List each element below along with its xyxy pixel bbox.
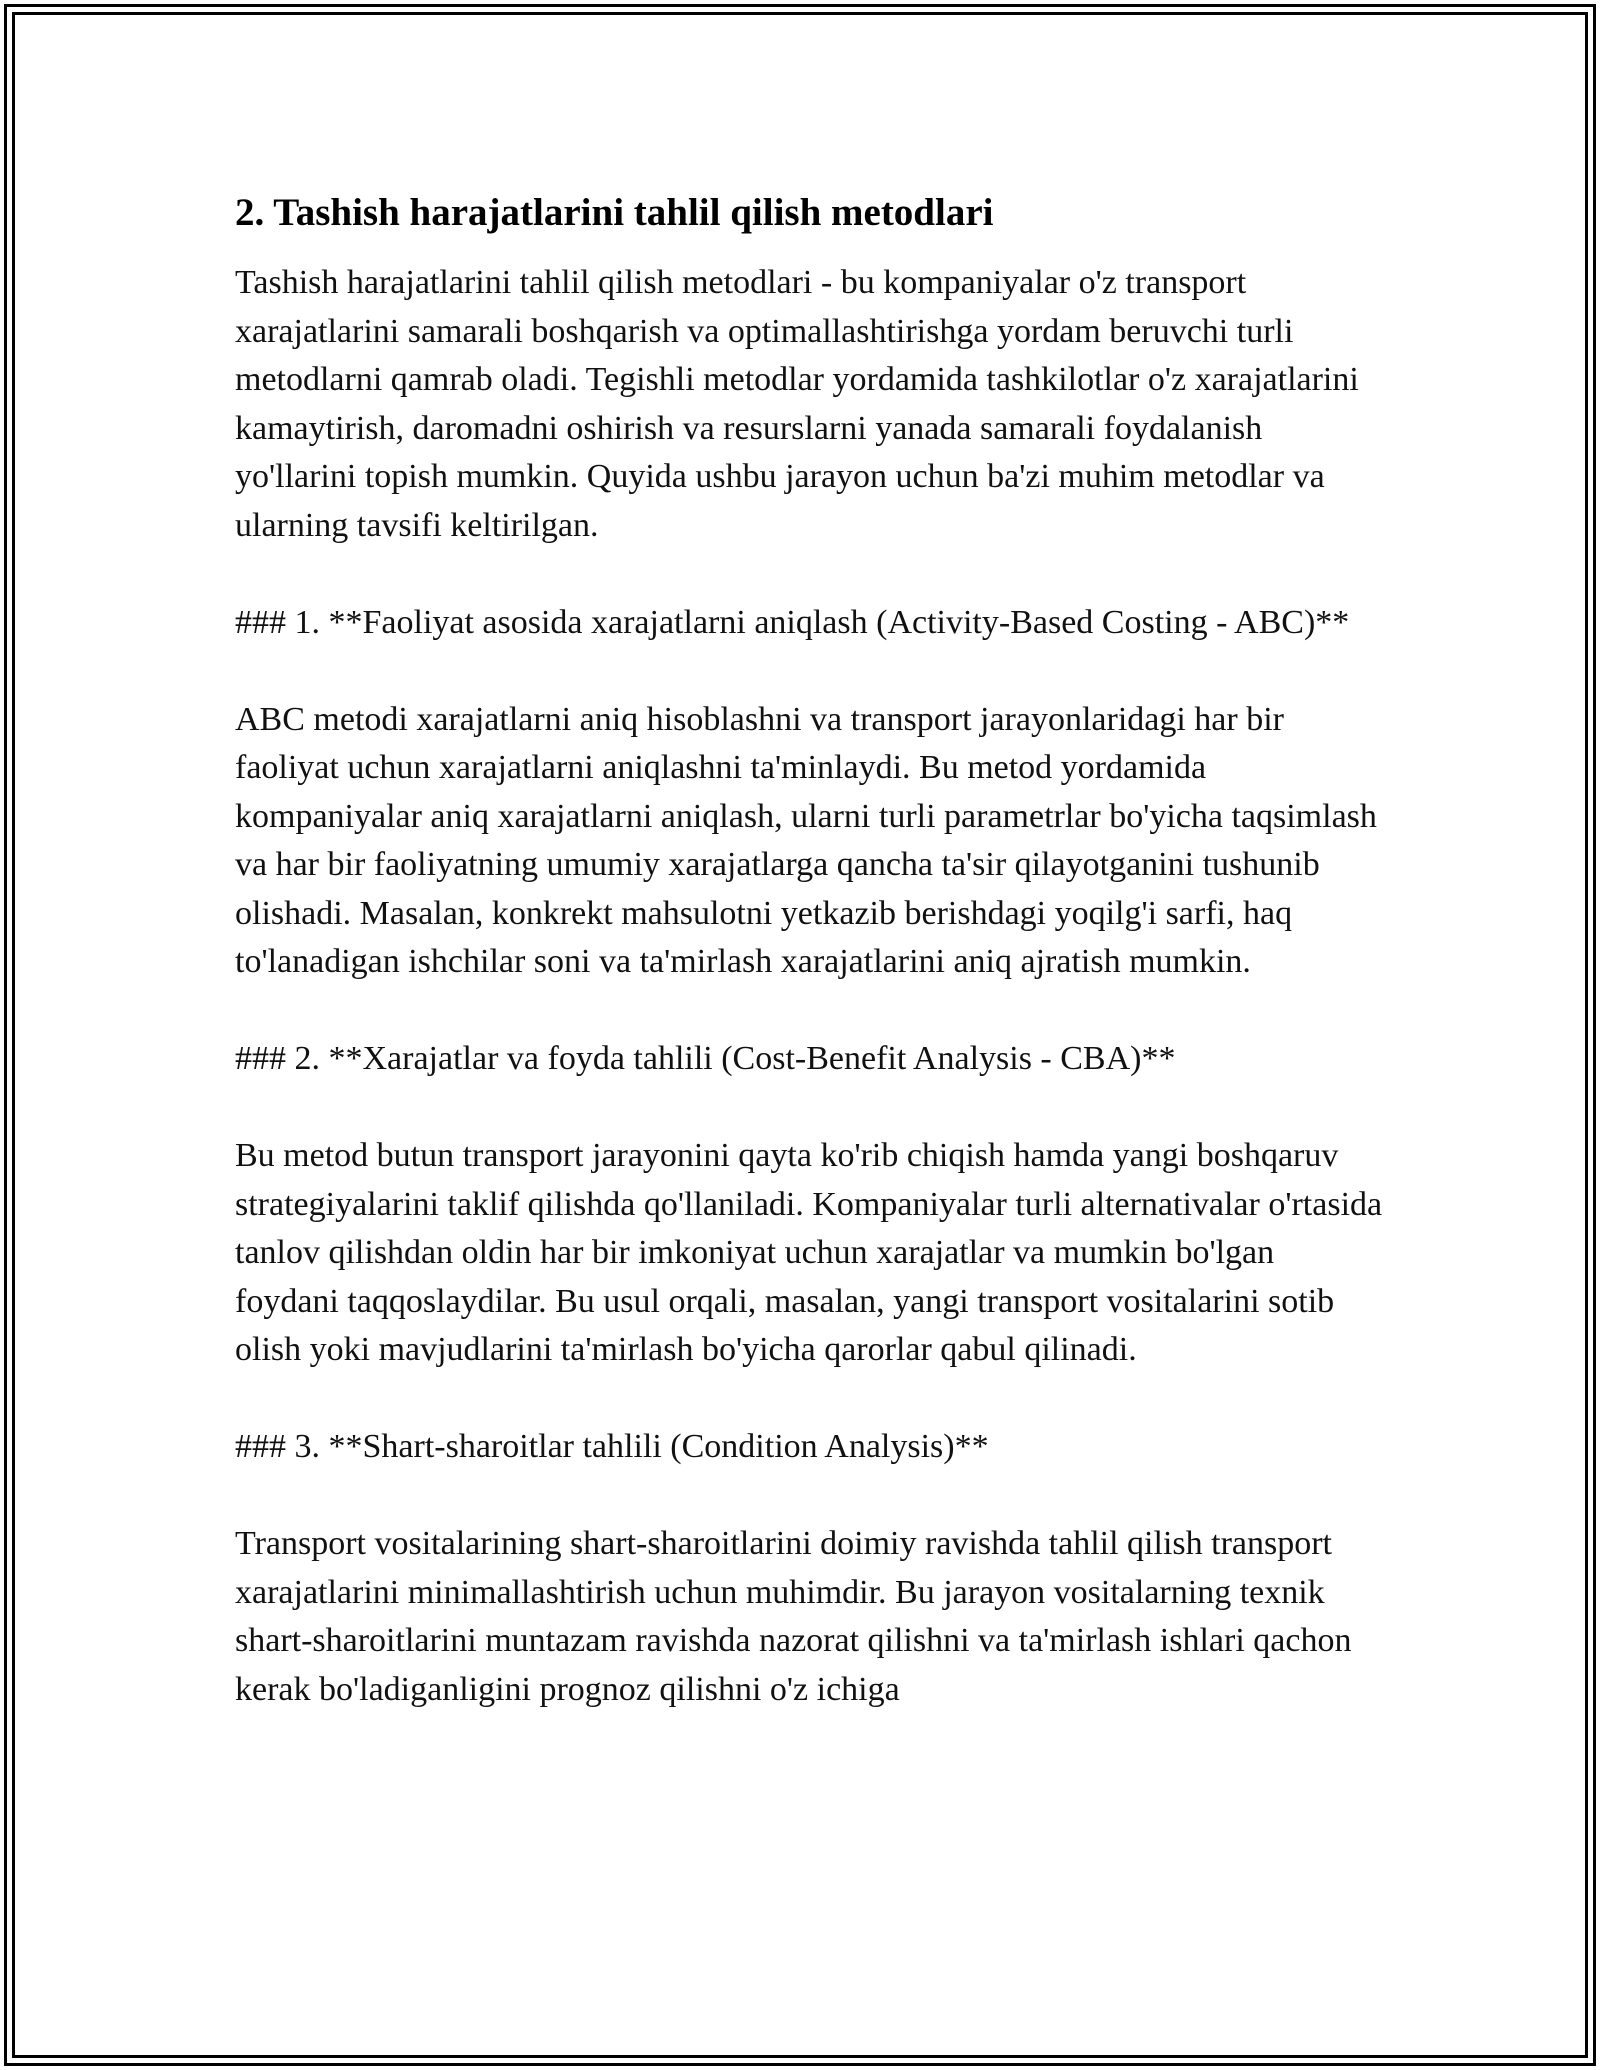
method-2-paragraph: Bu metod butun transport jarayonini qayta ko'rib chiqish hamda yangi boshqaruv strategiyalarini taklif qilishda qo'llaniladi. Kompaniyalar turli alternativalar o'rtasida tanlov qilishdan oldin har bir imkoniyat uchun xarajatlar va mumkin bo'lgan foydani taqqoslaydilar. Bu usul orqali, masalan, yangi transport vositalarini sotib olish yoki mavjudlarini ta'mirlash bo'yicha qarorlar qabul qilinadi.: [235, 1137, 1383, 1368]
method-3-heading: ### 3. **Shart-sharoitlar tahlili (Condition Analysis)**: [235, 1428, 989, 1465]
document-body: [235, 185, 1385, 1714]
method-1-heading: ### 1. **Faoliyat asosida xarajatlarni aniqlash (Activity-Based Costing - ABC)**: [235, 603, 1350, 641]
method-2-heading: ### 2. **Xarajatlar va foyda tahlili (Cost-Benefit Analysis - CBA)**: [235, 1040, 1176, 1077]
method-1-paragraph: ABC metodi xarajatlarni aniq hisoblashni va transport jarayonlaridagi har bir faoliyat uchun xarajatlarni aniqlashni ta'minlaydi. Bu metod yordamida kompaniyalar aniq xarajatlarni aniqlash, ularni turli parametrlar bo'yicha taqsimlash va har bir faoliyatning umumiy xarajatlarga qancha ta'sir qilayotganini tushunib olishadi. Masalan, konkrekt mahsulotni yetkazib berishdagi yoqilg'i sarfi, haq to'lanadigan ishchilar soni va ta'mirlash xarajatlarini aniq ajratish mumkin.: [235, 700, 1377, 980]
method-3-paragraph: Transport vositalarining shart-sharoitlarini doimiy ravishda tahlil qilish transport xarajatlarini minimallashtirish uchun muhimdir. Bu jarayon vositalarning texnik shart-sharoitlarini muntazam ravishda nazorat qilishni va ta'mirlash ishlari qachon kerak bo'ladiganligini prognoz qilishni o'z ichiga: [235, 1525, 1352, 1708]
section-title: 2. Tashish harajatlarini tahlil qilish metodlari: [235, 191, 994, 234]
intro-paragraph: Tashish harajatlarini tahlil qilish metodlari - bu kompaniyalar o'z transport xarajatlarini samarali boshqarish va optimallashtirishga yordam beruvchi turli metodlarni qamrab oladi. Tegishli metodlar yordamida tashkilotlar o'z xarajatlarini kamaytirish, daromadni oshirish va resurslarni yanada samarali foydalanish yo'llarini topish mumkin. Quyida ushbu jarayon uchun ba'zi muhim metodlar va ularning tavsifi keltirilgan.: [235, 264, 1359, 544]
